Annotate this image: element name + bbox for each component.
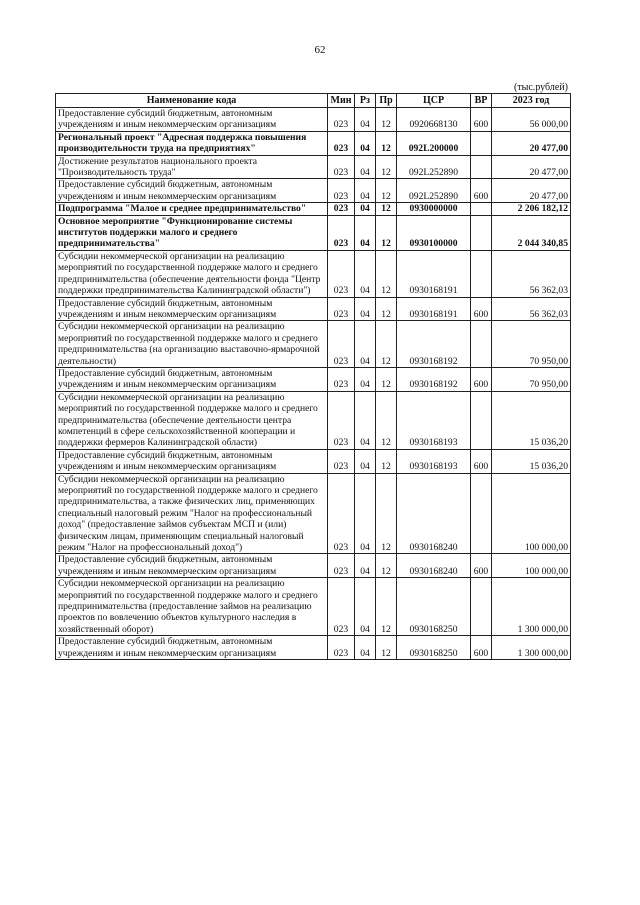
- table-row: [56, 131, 571, 155]
- page-number: 62: [314, 44, 326, 56]
- cell-amount: 56 362,03: [492, 297, 571, 321]
- cell-amount: 2 044 340,85: [492, 215, 571, 250]
- cell-vr: [471, 155, 492, 179]
- cell-vr: [471, 578, 492, 636]
- cell-csr: 0930168191: [397, 250, 471, 297]
- cell-min: 023: [328, 179, 355, 203]
- cell-csr: 0930168240: [397, 554, 471, 578]
- header-pr: Пр: [376, 94, 397, 108]
- cell-csr: 0930168192: [397, 321, 471, 368]
- cell-name: Субсидии некоммерческой организации на реализацию мероприятий по государственной поддержке малого и среднего предпринимательства (обеспечение деятельности центра компетенций в сфере сельскохозяйственной кооперации и поддержки фермеров Калининградской области): [56, 391, 328, 449]
- cell-amount: 2 206 182,12: [492, 203, 571, 215]
- table-row: [56, 391, 571, 449]
- cell-name: Основное мероприятие "Функционирование системы институтов поддержки малого и среднего предпринимательства": [56, 215, 328, 250]
- cell-csr: 0930168250: [397, 636, 471, 660]
- cell-min: 023: [328, 131, 355, 155]
- table-row: [56, 108, 571, 132]
- cell-amount: 15 036,20: [492, 449, 571, 473]
- header-vr: ВР: [471, 94, 492, 108]
- cell-pr: 12: [376, 449, 397, 473]
- cell-rz: 04: [355, 391, 376, 449]
- cell-name: Субсидии некоммерческой организации на реализацию мероприятий по государственной поддержке малого и среднего предпринимательства, а также физических лиц, применяющих специальный налоговый режим "Налог на профессиональный доход" (предоставление займов субъектам МСП и (или) физическим лицам, применяющим специальный налоговый режим "Налог на профессиональный доход"): [56, 473, 328, 554]
- cell-rz: 04: [355, 203, 376, 215]
- cell-csr: 0930000000: [397, 203, 471, 215]
- cell-csr: 0930168191: [397, 297, 471, 321]
- cell-pr: 12: [376, 391, 397, 449]
- cell-pr: 12: [376, 554, 397, 578]
- units-label: (тыс.рублей): [513, 82, 568, 93]
- cell-vr: 600: [471, 179, 492, 203]
- cell-rz: 04: [355, 297, 376, 321]
- cell-pr: 12: [376, 473, 397, 554]
- header-row: [56, 94, 571, 108]
- cell-amount: 1 300 000,00: [492, 636, 571, 660]
- cell-rz: 04: [355, 131, 376, 155]
- cell-pr: 12: [376, 578, 397, 636]
- cell-amount: 15 036,20: [492, 391, 571, 449]
- cell-vr: 600: [471, 449, 492, 473]
- cell-amount: 70 950,00: [492, 321, 571, 368]
- table-row: [56, 203, 571, 215]
- cell-pr: 12: [376, 367, 397, 391]
- table-row: [56, 554, 571, 578]
- cell-vr: [471, 321, 492, 368]
- table-row: [56, 215, 571, 250]
- cell-rz: 04: [355, 554, 376, 578]
- cell-min: 023: [328, 391, 355, 449]
- cell-amount: 70 950,00: [492, 367, 571, 391]
- cell-name: Предоставление субсидий бюджетным, автономным учреждениям и иным некоммерческим организациям: [56, 179, 328, 203]
- table-row: [56, 367, 571, 391]
- cell-min: 023: [328, 473, 355, 554]
- cell-min: 023: [328, 297, 355, 321]
- cell-rz: 04: [355, 321, 376, 368]
- cell-pr: 12: [376, 155, 397, 179]
- cell-csr: 0930168192: [397, 367, 471, 391]
- cell-rz: 04: [355, 636, 376, 660]
- cell-min: 023: [328, 554, 355, 578]
- cell-pr: 12: [376, 179, 397, 203]
- cell-name: Предоставление субсидий бюджетным, автономным учреждениям и иным некоммерческим организациям: [56, 449, 328, 473]
- cell-min: 023: [328, 636, 355, 660]
- cell-amount: 1 300 000,00: [492, 578, 571, 636]
- cell-name: Предоставление субсидий бюджетным, автономным учреждениям и иным некоммерческим организациям: [56, 108, 328, 132]
- cell-rz: 04: [355, 179, 376, 203]
- cell-vr: [471, 250, 492, 297]
- cell-vr: 600: [471, 554, 492, 578]
- table-row: [56, 155, 571, 179]
- cell-min: 023: [328, 449, 355, 473]
- cell-name: Субсидии некоммерческой организации на реализацию мероприятий по государственной поддержке малого и среднего предпринимательства (на организацию выставочно-ярмарочной деятельности): [56, 321, 328, 368]
- cell-pr: 12: [376, 215, 397, 250]
- cell-min: 023: [328, 108, 355, 132]
- cell-csr: 0930168193: [397, 391, 471, 449]
- cell-name: Предоставление субсидий бюджетным, автономным учреждениям и иным некоммерческим организациям: [56, 297, 328, 321]
- cell-csr: 0920668130: [397, 108, 471, 132]
- cell-rz: 04: [355, 250, 376, 297]
- table-row: [56, 297, 571, 321]
- cell-amount: 20 477,00: [492, 131, 571, 155]
- cell-name: Достижение результатов национального проекта "Производительность труда": [56, 155, 328, 179]
- cell-csr: 0930168240: [397, 473, 471, 554]
- cell-vr: 600: [471, 367, 492, 391]
- table-row: [56, 449, 571, 473]
- cell-pr: 12: [376, 131, 397, 155]
- cell-amount: 20 477,00: [492, 179, 571, 203]
- cell-name: Региональный проект "Адресная поддержка повышения производительности труда на предприятиях": [56, 131, 328, 155]
- cell-min: 023: [328, 203, 355, 215]
- cell-vr: [471, 473, 492, 554]
- cell-pr: 12: [376, 321, 397, 368]
- cell-rz: 04: [355, 367, 376, 391]
- cell-csr: 0930100000: [397, 215, 471, 250]
- cell-vr: [471, 215, 492, 250]
- cell-csr: 0930168193: [397, 449, 471, 473]
- table-row: [56, 578, 571, 636]
- cell-rz: 04: [355, 108, 376, 132]
- cell-name: Предоставление субсидий бюджетным, автономным учреждениям и иным некоммерческим организациям: [56, 554, 328, 578]
- table-row: [56, 179, 571, 203]
- cell-rz: 04: [355, 473, 376, 554]
- header-name: Наименование кода: [56, 94, 328, 108]
- cell-rz: 04: [355, 155, 376, 179]
- cell-rz: 04: [355, 578, 376, 636]
- cell-min: 023: [328, 155, 355, 179]
- table-row: [56, 250, 571, 297]
- cell-amount: 20 477,00: [492, 155, 571, 179]
- header-csr: ЦСР: [397, 94, 471, 108]
- budget-table: [55, 93, 571, 660]
- cell-vr: [471, 203, 492, 215]
- cell-vr: [471, 391, 492, 449]
- cell-name: Подпрограмма "Малое и среднее предпринимательство": [56, 203, 328, 215]
- cell-amount: 100 000,00: [492, 473, 571, 554]
- cell-csr: 092L252890: [397, 179, 471, 203]
- cell-min: 023: [328, 321, 355, 368]
- cell-name: Субсидии некоммерческой организации на реализацию мероприятий по государственной поддержке малого и среднего предпринимательства (предоставление займов на реализацию проектов по вовлечению объектов культурного наследия в хозяйственный оборот): [56, 578, 328, 636]
- table-row: [56, 321, 571, 368]
- cell-csr: 0930168250: [397, 578, 471, 636]
- header-rz: Рз: [355, 94, 376, 108]
- cell-amount: 100 000,00: [492, 554, 571, 578]
- cell-csr: 092L200000: [397, 131, 471, 155]
- header-min: Мин: [328, 94, 355, 108]
- cell-min: 023: [328, 215, 355, 250]
- cell-rz: 04: [355, 449, 376, 473]
- cell-csr: 092L252890: [397, 155, 471, 179]
- cell-pr: 12: [376, 108, 397, 132]
- cell-amount: 56 000,00: [492, 108, 571, 132]
- cell-min: 023: [328, 578, 355, 636]
- cell-vr: [471, 131, 492, 155]
- cell-vr: 600: [471, 108, 492, 132]
- cell-pr: 12: [376, 636, 397, 660]
- cell-name: Предоставление субсидий бюджетным, автономным учреждениям и иным некоммерческим организациям: [56, 367, 328, 391]
- cell-vr: 600: [471, 297, 492, 321]
- cell-pr: 12: [376, 250, 397, 297]
- cell-amount: 56 362,03: [492, 250, 571, 297]
- cell-pr: 12: [376, 297, 397, 321]
- cell-min: 023: [328, 367, 355, 391]
- table-row: [56, 473, 571, 554]
- cell-pr: 12: [376, 203, 397, 215]
- cell-min: 023: [328, 250, 355, 297]
- cell-name: Предоставление субсидий бюджетным, автономным учреждениям и иным некоммерческим организациям: [56, 636, 328, 660]
- cell-vr: 600: [471, 636, 492, 660]
- header-year: 2023 год: [492, 94, 571, 108]
- cell-name: Субсидии некоммерческой организации на реализацию мероприятий по государственной поддержке малого и среднего предпринимательства (обеспечение деятельности фонда "Центр поддержки предпринимательства Калининградской области"): [56, 250, 328, 297]
- table-row: [56, 636, 571, 660]
- cell-rz: 04: [355, 215, 376, 250]
